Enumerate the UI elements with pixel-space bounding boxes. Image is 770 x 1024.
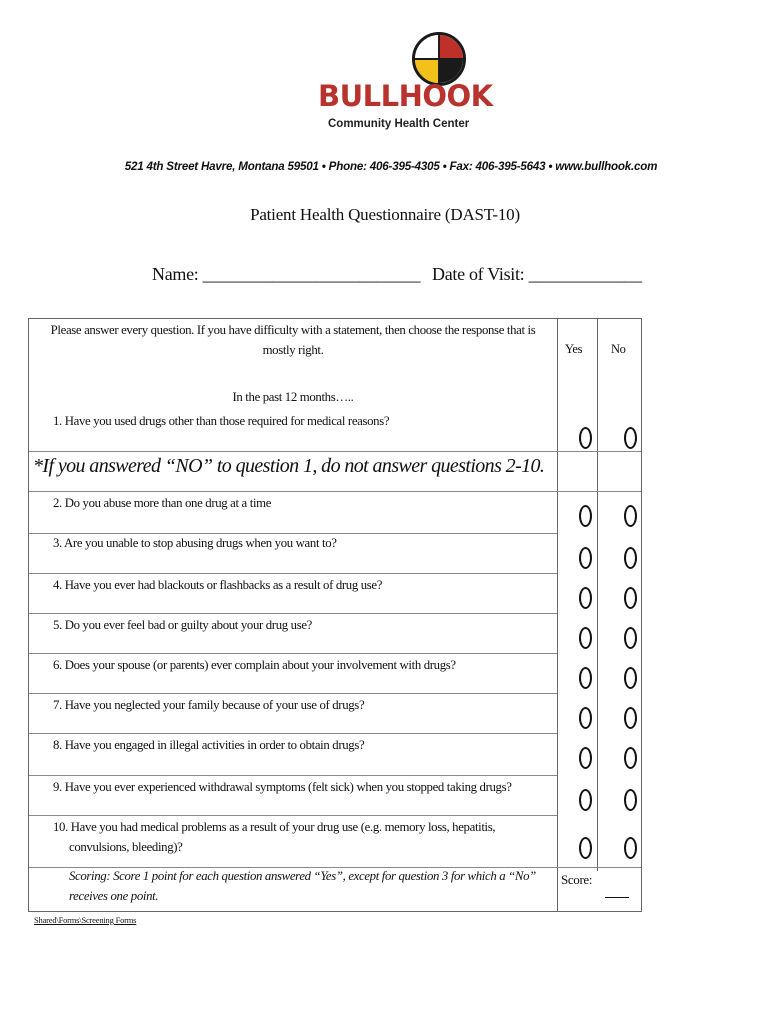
question-10-continued: convulsions, bleeding)? — [69, 840, 183, 854]
question-2: 2. Do you abuse more than one drug at a time — [53, 496, 272, 510]
question-6: 6. Does your spouse (or parents) ever complain about your involvement with drugs? — [53, 658, 456, 672]
q9-yes-radio[interactable] — [579, 789, 592, 811]
q3-no-radio[interactable] — [624, 547, 637, 569]
question-3: 3. Are you unable to stop abusing drugs when you want to? — [53, 536, 337, 550]
score-blank-line[interactable] — [605, 897, 629, 898]
date-of-visit-field[interactable]: Date of Visit: _____________ — [432, 264, 642, 284]
question-10: 10. Have you had medical problems as a result of your drug use (e.g. memory loss, hepatitis, — [53, 820, 496, 834]
name-field[interactable]: Name: _________________________ — [152, 264, 421, 284]
q9-no-radio[interactable] — [624, 789, 637, 811]
timeframe-text: In the past 12 months….. — [232, 390, 354, 404]
questionnaire-table — [28, 318, 642, 912]
q4-no-radio[interactable] — [624, 587, 637, 609]
q8-no-radio[interactable] — [624, 747, 637, 769]
question-9: 9. Have you ever experienced withdrawal symptoms (felt sick) when you stopped taking drugs? — [53, 780, 512, 794]
clinic-address: 521 4th Street Havre, Montana 59501 • Phone: 406-395-4305 • Fax: 406-395-5643 • www.bullhook.com — [124, 160, 658, 173]
yes-column-header: Yes — [565, 342, 583, 356]
q8-yes-radio[interactable] — [579, 747, 592, 769]
q1-no-radio[interactable] — [624, 427, 637, 449]
q10-yes-radio[interactable] — [579, 837, 592, 859]
instructions-text: Please answer every question. If you have difficulty with a statement, then choose the response that is mostly right. — [50, 323, 536, 357]
q7-no-radio[interactable] — [624, 707, 637, 729]
logo-subtitle: Community Health Center — [328, 118, 470, 130]
logo-wordmark: BULLHOOK — [318, 79, 493, 113]
no-column-header: No — [611, 342, 626, 356]
q6-yes-radio[interactable] — [579, 667, 592, 689]
bullhook-logo — [318, 32, 493, 136]
page-title: Patient Health Questionnaire (DAST-10) — [250, 205, 520, 224]
scoring-instructions: Scoring: Score 1 point for each question answered “Yes”, except for question 3 for which a “No” receives one point. — [69, 869, 536, 903]
q4-yes-radio[interactable] — [579, 587, 592, 609]
question-1: 1. Have you used drugs other than those required for medical reasons? — [53, 414, 390, 428]
question-5: 5. Do you ever feel bad or guilty about your drug use? — [53, 618, 313, 632]
q5-yes-radio[interactable] — [579, 627, 592, 649]
q10-no-radio[interactable] — [624, 837, 637, 859]
q7-yes-radio[interactable] — [579, 707, 592, 729]
medicine-wheel-icon — [412, 32, 466, 86]
question-7: 7. Have you neglected your family because of your use of drugs? — [53, 698, 365, 712]
q3-yes-radio[interactable] — [579, 547, 592, 569]
question-4: 4. Have you ever had blackouts or flashbacks as a result of drug use? — [53, 578, 383, 592]
file-path-footer: Shared\Forms\Screening Forms — [34, 915, 137, 925]
question-8: 8. Have you engaged in illegal activities in order to obtain drugs? — [53, 738, 365, 752]
q2-no-radio[interactable] — [624, 505, 637, 527]
q2-yes-radio[interactable] — [579, 505, 592, 527]
skip-notice: *If you answered “NO” to question 1, do not answer questions 2-10. — [33, 455, 545, 477]
q1-yes-radio[interactable] — [579, 427, 592, 449]
q6-no-radio[interactable] — [624, 667, 637, 689]
q5-no-radio[interactable] — [624, 627, 637, 649]
score-label: Score: — [561, 872, 593, 887]
